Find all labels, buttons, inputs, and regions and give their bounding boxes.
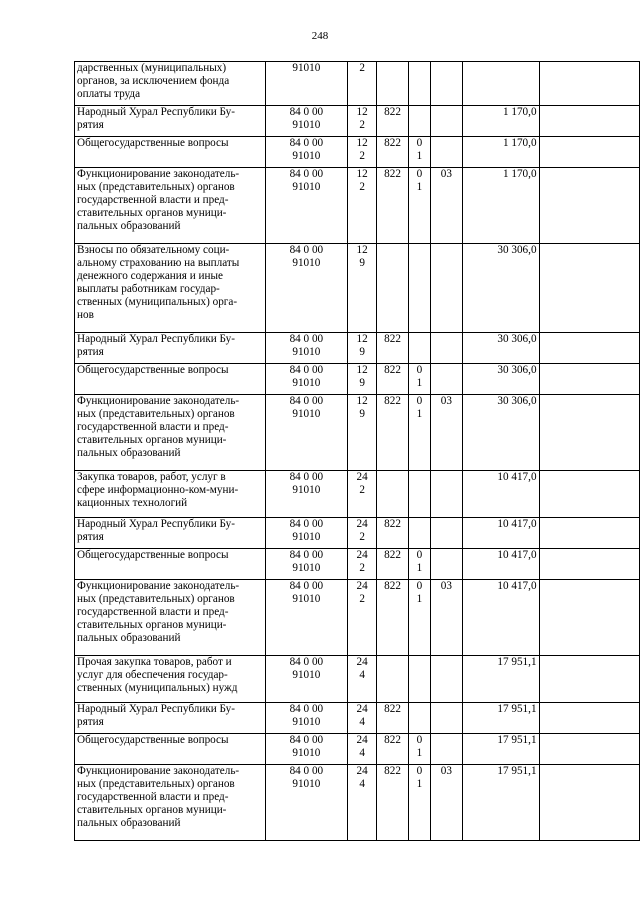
row-section-cell bbox=[409, 703, 431, 734]
row-expense-type-cell: 24 2 bbox=[348, 518, 377, 549]
row-amount-cell: 10 417,0 bbox=[462, 580, 539, 656]
row-name-cell: Взносы по обязательному соци- альному страхованию на выплаты денежного содержания и иные выплаты работникам государ- ственных (муниципальных) орга- нов bbox=[75, 244, 266, 333]
row-empty-cell bbox=[539, 549, 639, 580]
row-administrator-code-cell: 822 bbox=[377, 395, 409, 471]
row-expense-type-cell: 24 4 bbox=[348, 765, 377, 841]
row-expense-type-cell: 12 9 bbox=[348, 364, 377, 395]
row-administrator-code-cell: 822 bbox=[377, 137, 409, 168]
row-amount-cell: 17 951,1 bbox=[462, 734, 539, 765]
page-number: 248 bbox=[311, 30, 329, 42]
row-target-article-cell: 84 0 00 91010 bbox=[265, 703, 348, 734]
table-row bbox=[75, 765, 640, 841]
row-expense-type-cell: 12 2 bbox=[348, 168, 377, 244]
row-amount-cell: 1 170,0 bbox=[462, 137, 539, 168]
row-subsection-cell bbox=[430, 137, 462, 168]
row-subsection-cell: 03 bbox=[430, 395, 462, 471]
table-row bbox=[75, 244, 640, 333]
row-subsection-cell bbox=[430, 656, 462, 703]
row-subsection-cell bbox=[430, 244, 462, 333]
row-name-cell: Народный Хурал Республики Бу- рятия bbox=[75, 703, 266, 734]
table-row bbox=[75, 656, 640, 703]
row-amount-cell: 30 306,0 bbox=[462, 244, 539, 333]
row-empty-cell bbox=[539, 106, 639, 137]
table-row bbox=[75, 137, 640, 168]
row-name-cell: Закупка товаров, работ, услуг в сфере информационно-ком-муни- кационных технологий bbox=[75, 471, 266, 518]
row-section-cell bbox=[409, 62, 431, 106]
budget-table-body bbox=[75, 62, 640, 841]
row-empty-cell bbox=[539, 333, 639, 364]
row-expense-type-cell: 24 2 bbox=[348, 549, 377, 580]
row-subsection-cell bbox=[430, 471, 462, 518]
table-row bbox=[75, 364, 640, 395]
row-amount-cell: 17 951,1 bbox=[462, 703, 539, 734]
table-row bbox=[75, 580, 640, 656]
row-amount-cell: 1 170,0 bbox=[462, 106, 539, 137]
row-target-article-cell: 91010 bbox=[265, 62, 348, 106]
row-name-cell: Народный Хурал Республики Бу- рятия bbox=[75, 333, 266, 364]
row-amount-cell: 10 417,0 bbox=[462, 471, 539, 518]
row-subsection-cell bbox=[430, 518, 462, 549]
row-subsection-cell bbox=[430, 703, 462, 734]
row-name-cell: Народный Хурал Республики Бу- рятия bbox=[75, 106, 266, 137]
row-section-cell: 0 1 bbox=[409, 364, 431, 395]
budget-table bbox=[74, 61, 640, 841]
table-row bbox=[75, 168, 640, 244]
row-administrator-code-cell bbox=[377, 62, 409, 106]
row-name-cell: дарственных (муниципальных) органов, за исключением фонда оплаты труда bbox=[75, 62, 266, 106]
row-administrator-code-cell: 822 bbox=[377, 518, 409, 549]
row-name-cell: Народный Хурал Республики Бу- рятия bbox=[75, 518, 266, 549]
row-target-article-cell: 84 0 00 91010 bbox=[265, 656, 348, 703]
row-target-article-cell: 84 0 00 91010 bbox=[265, 549, 348, 580]
row-target-article-cell: 84 0 00 91010 bbox=[265, 333, 348, 364]
table-row bbox=[75, 471, 640, 518]
row-target-article-cell: 84 0 00 91010 bbox=[265, 765, 348, 841]
table-row bbox=[75, 549, 640, 580]
row-name-cell: Общегосударственные вопросы bbox=[75, 364, 266, 395]
row-target-article-cell: 84 0 00 91010 bbox=[265, 580, 348, 656]
row-administrator-code-cell: 822 bbox=[377, 734, 409, 765]
row-subsection-cell bbox=[430, 549, 462, 580]
row-expense-type-cell: 2 bbox=[348, 62, 377, 106]
table-row bbox=[75, 703, 640, 734]
row-target-article-cell: 84 0 00 91010 bbox=[265, 471, 348, 518]
row-target-article-cell: 84 0 00 91010 bbox=[265, 734, 348, 765]
table-row bbox=[75, 734, 640, 765]
row-administrator-code-cell: 822 bbox=[377, 549, 409, 580]
row-subsection-cell bbox=[430, 734, 462, 765]
row-administrator-code-cell bbox=[377, 656, 409, 703]
row-target-article-cell: 84 0 00 91010 bbox=[265, 106, 348, 137]
row-target-article-cell: 84 0 00 91010 bbox=[265, 244, 348, 333]
row-expense-type-cell: 24 4 bbox=[348, 656, 377, 703]
row-target-article-cell: 84 0 00 91010 bbox=[265, 364, 348, 395]
table-row bbox=[75, 518, 640, 549]
row-empty-cell bbox=[539, 580, 639, 656]
row-expense-type-cell: 12 2 bbox=[348, 106, 377, 137]
row-section-cell bbox=[409, 518, 431, 549]
row-section-cell: 0 1 bbox=[409, 580, 431, 656]
row-name-cell: Функционирование законодатель- ных (представительных) органов государственной власти и пред- ставительных органов муници- пальных образований bbox=[75, 395, 266, 471]
row-name-cell: Общегосударственные вопросы bbox=[75, 734, 266, 765]
row-expense-type-cell: 12 9 bbox=[348, 244, 377, 333]
row-expense-type-cell: 24 2 bbox=[348, 471, 377, 518]
row-empty-cell bbox=[539, 765, 639, 841]
row-section-cell: 0 1 bbox=[409, 395, 431, 471]
row-name-cell: Общегосударственные вопросы bbox=[75, 549, 266, 580]
row-subsection-cell bbox=[430, 62, 462, 106]
row-section-cell bbox=[409, 106, 431, 137]
row-administrator-code-cell: 822 bbox=[377, 364, 409, 395]
row-empty-cell bbox=[539, 734, 639, 765]
row-name-cell: Функционирование законодатель- ных (представительных) органов государственной власти и пред- ставительных органов муници- пальных образований bbox=[75, 765, 266, 841]
row-empty-cell bbox=[539, 244, 639, 333]
row-administrator-code-cell: 822 bbox=[377, 703, 409, 734]
row-subsection-cell: 03 bbox=[430, 765, 462, 841]
row-section-cell: 0 1 bbox=[409, 549, 431, 580]
row-expense-type-cell: 24 4 bbox=[348, 703, 377, 734]
row-administrator-code-cell: 822 bbox=[377, 333, 409, 364]
row-name-cell: Функционирование законодатель- ных (представительных) органов государственной власти и пред- ставительных органов муници- пальных образований bbox=[75, 580, 266, 656]
row-expense-type-cell: 12 9 bbox=[348, 395, 377, 471]
row-administrator-code-cell: 822 bbox=[377, 580, 409, 656]
row-amount-cell: 17 951,1 bbox=[462, 765, 539, 841]
row-subsection-cell: 03 bbox=[430, 580, 462, 656]
row-subsection-cell: 03 bbox=[430, 168, 462, 244]
row-amount-cell: 10 417,0 bbox=[462, 518, 539, 549]
row-target-article-cell: 84 0 00 91010 bbox=[265, 168, 348, 244]
row-expense-type-cell: 12 2 bbox=[348, 137, 377, 168]
row-section-cell: 0 1 bbox=[409, 765, 431, 841]
row-section-cell bbox=[409, 333, 431, 364]
row-subsection-cell bbox=[430, 333, 462, 364]
row-administrator-code-cell: 822 bbox=[377, 765, 409, 841]
row-section-cell bbox=[409, 244, 431, 333]
row-section-cell: 0 1 bbox=[409, 168, 431, 244]
row-amount-cell: 17 951,1 bbox=[462, 656, 539, 703]
row-amount-cell: 30 306,0 bbox=[462, 364, 539, 395]
row-empty-cell bbox=[539, 471, 639, 518]
table-row bbox=[75, 106, 640, 137]
row-section-cell bbox=[409, 656, 431, 703]
row-administrator-code-cell bbox=[377, 471, 409, 518]
row-target-article-cell: 84 0 00 91010 bbox=[265, 137, 348, 168]
row-empty-cell bbox=[539, 168, 639, 244]
row-subsection-cell bbox=[430, 364, 462, 395]
row-expense-type-cell: 12 9 bbox=[348, 333, 377, 364]
row-amount-cell: 30 306,0 bbox=[462, 333, 539, 364]
row-section-cell: 0 1 bbox=[409, 734, 431, 765]
table-row bbox=[75, 395, 640, 471]
table-row bbox=[75, 333, 640, 364]
row-section-cell bbox=[409, 471, 431, 518]
row-administrator-code-cell: 822 bbox=[377, 168, 409, 244]
row-amount-cell bbox=[462, 62, 539, 106]
row-amount-cell: 10 417,0 bbox=[462, 549, 539, 580]
row-empty-cell bbox=[539, 703, 639, 734]
row-expense-type-cell: 24 2 bbox=[348, 580, 377, 656]
row-name-cell: Функционирование законодатель- ных (представительных) органов государственной власти и пред- ставительных органов муници- пальных образований bbox=[75, 168, 266, 244]
row-empty-cell bbox=[539, 518, 639, 549]
row-name-cell: Общегосударственные вопросы bbox=[75, 137, 266, 168]
row-expense-type-cell: 24 4 bbox=[348, 734, 377, 765]
row-empty-cell bbox=[539, 137, 639, 168]
table-row bbox=[75, 62, 640, 106]
row-empty-cell bbox=[539, 364, 639, 395]
row-target-article-cell: 84 0 00 91010 bbox=[265, 395, 348, 471]
row-amount-cell: 1 170,0 bbox=[462, 168, 539, 244]
row-empty-cell bbox=[539, 62, 639, 106]
row-subsection-cell bbox=[430, 106, 462, 137]
row-empty-cell bbox=[539, 656, 639, 703]
row-name-cell: Прочая закупка товаров, работ и услуг для обеспечения государ- ственных (муниципальных) нужд bbox=[75, 656, 266, 703]
row-administrator-code-cell bbox=[377, 244, 409, 333]
row-target-article-cell: 84 0 00 91010 bbox=[265, 518, 348, 549]
row-empty-cell bbox=[539, 395, 639, 471]
row-administrator-code-cell: 822 bbox=[377, 106, 409, 137]
row-amount-cell: 30 306,0 bbox=[462, 395, 539, 471]
row-section-cell: 0 1 bbox=[409, 137, 431, 168]
